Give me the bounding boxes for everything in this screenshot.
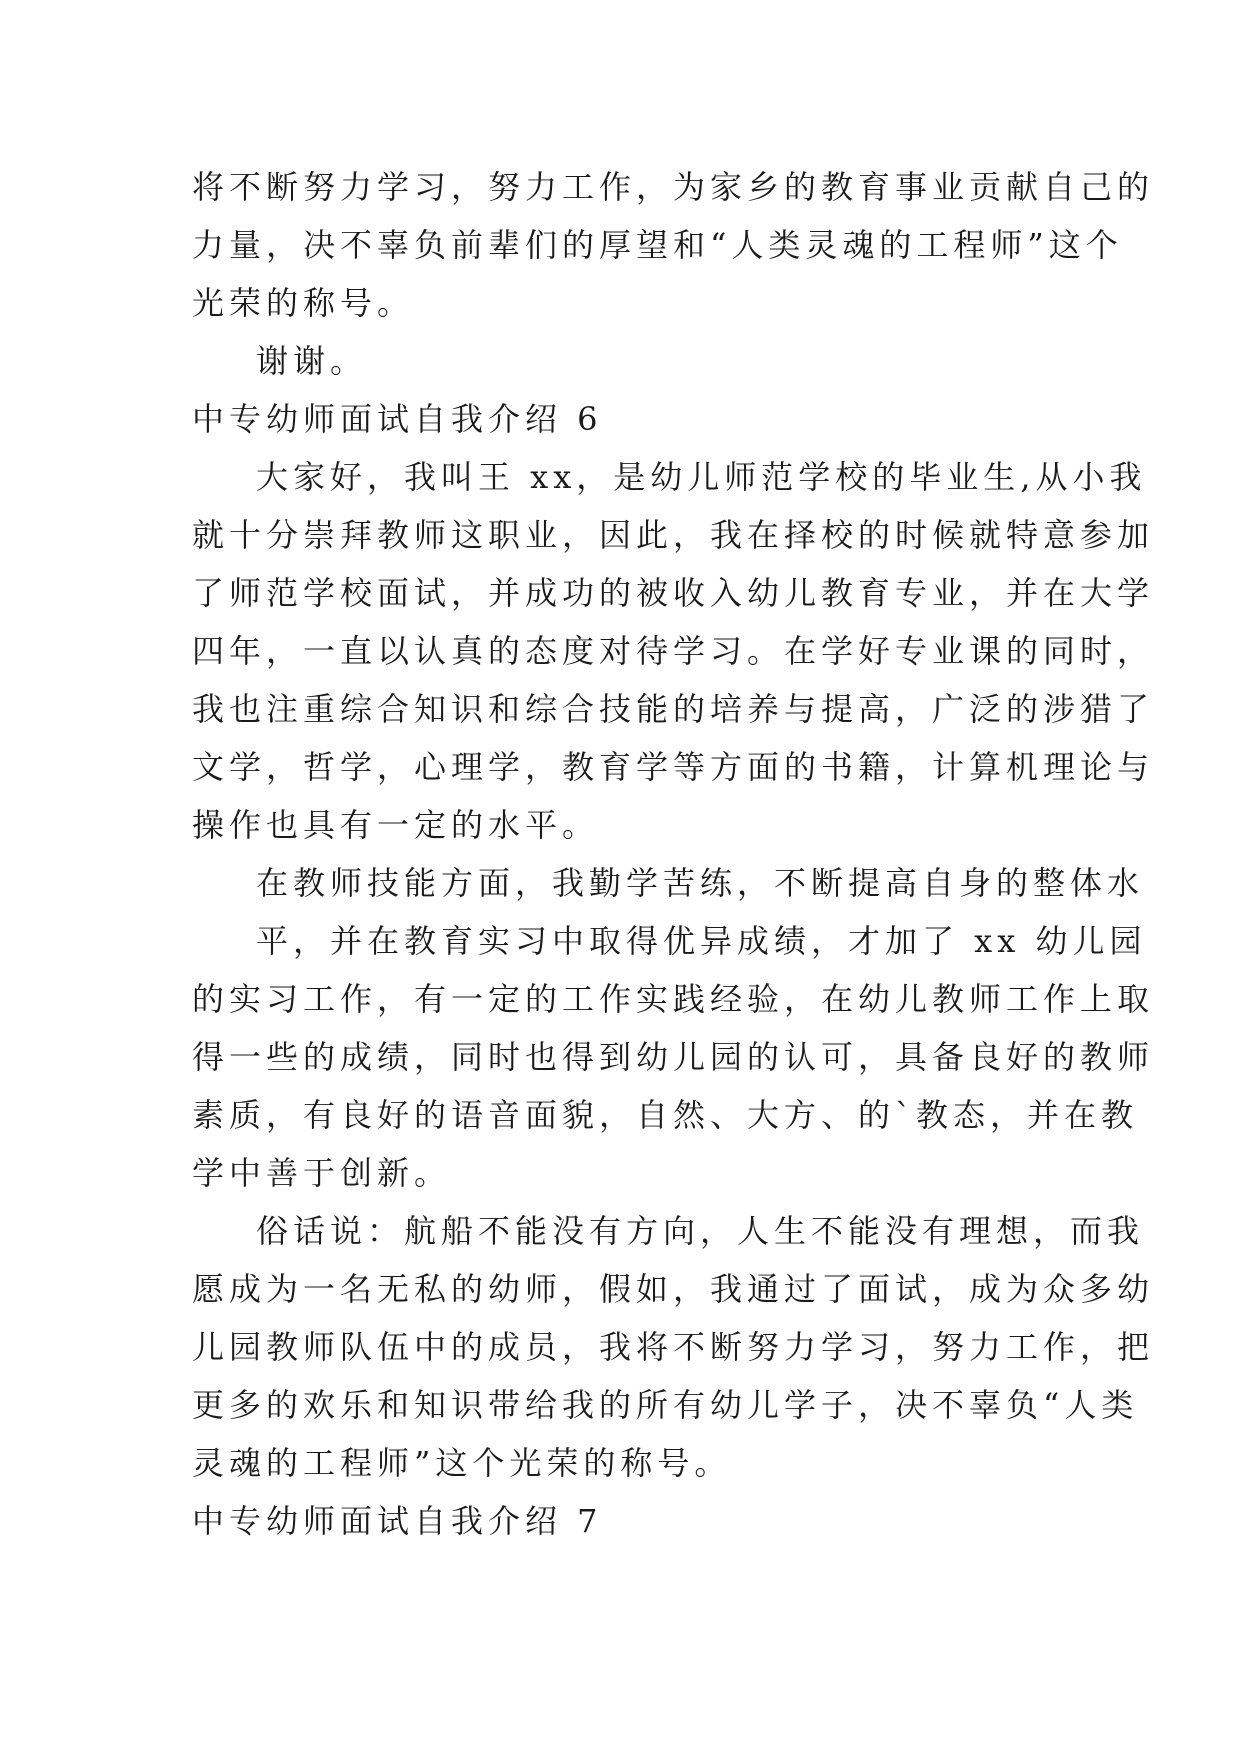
paragraph-line: 将不断努力学习，努力工作，为家乡的教育事业贡献自己的: [192, 168, 1155, 206]
paragraph-line: 灵魂的工程师”这个光荣的称号。: [192, 1444, 732, 1482]
paragraph-line: 力量，决不辜负前辈们的厚望和“人类灵魂的工程师”这个: [192, 226, 1123, 264]
paragraph-line: 就十分崇拜教师这职业，因此，我在择校的时候就特意参加: [192, 516, 1155, 554]
paragraph-line: 了师范学校面试，并成功的被收入幼儿教育专业，并在大学: [192, 574, 1155, 612]
section-heading: 中专幼师面试自我介绍 6: [192, 400, 603, 438]
paragraph-line: 的实习工作，有一定的工作实践经验，在幼儿教师工作上取: [192, 980, 1155, 1018]
paragraph-line: 在教师技能方面，我勤学苦练，不断提高自身的整体水: [256, 864, 1145, 902]
paragraph-line: 光荣的称号。: [192, 284, 415, 322]
paragraph-line: 大家好，我叫王 xx，是幼儿师范学校的毕业生,从小我: [256, 458, 1147, 496]
paragraph-line: 谢谢。: [256, 342, 368, 380]
paragraph-line: 四年，一直以认真的态度对待学习。在学好专业课的同时，: [192, 632, 1155, 670]
section-heading: 中专幼师面试自我介绍 7: [192, 1502, 603, 1540]
paragraph-line: 平，并在教育实习中取得优异成绩，才加了 xx 幼儿园: [256, 922, 1147, 960]
paragraph-line: 更多的欢乐和知识带给我的所有幼儿学子，决不辜负“人类: [192, 1386, 1139, 1424]
paragraph-line: 文学，哲学，心理学，教育学等方面的书籍，计算机理论与: [192, 748, 1155, 786]
paragraph-line: 得一些的成绩，同时也得到幼儿园的认可，具备良好的教师: [192, 1038, 1155, 1076]
paragraph-line: 学中善于创新。: [192, 1154, 452, 1192]
paragraph-line: 操作也具有一定的水平。: [192, 806, 600, 844]
paragraph-line: 愿成为一名无私的幼师，假如，我通过了面试，成为众多幼: [192, 1270, 1155, 1308]
paragraph-line: 我也注重综合知识和综合技能的培养与提高，广泛的涉猎了: [192, 690, 1155, 728]
paragraph-line: 俗话说：航船不能没有方向，人生不能没有理想，而我: [256, 1212, 1145, 1250]
document-body: [192, 158, 1155, 1550]
paragraph-line: 儿园教师队伍中的成员，我将不断努力学习，努力工作，把: [192, 1328, 1155, 1366]
paragraph-line: 素质，有良好的语音面貌，自然、大方、的`教态，并在教: [192, 1096, 1139, 1134]
